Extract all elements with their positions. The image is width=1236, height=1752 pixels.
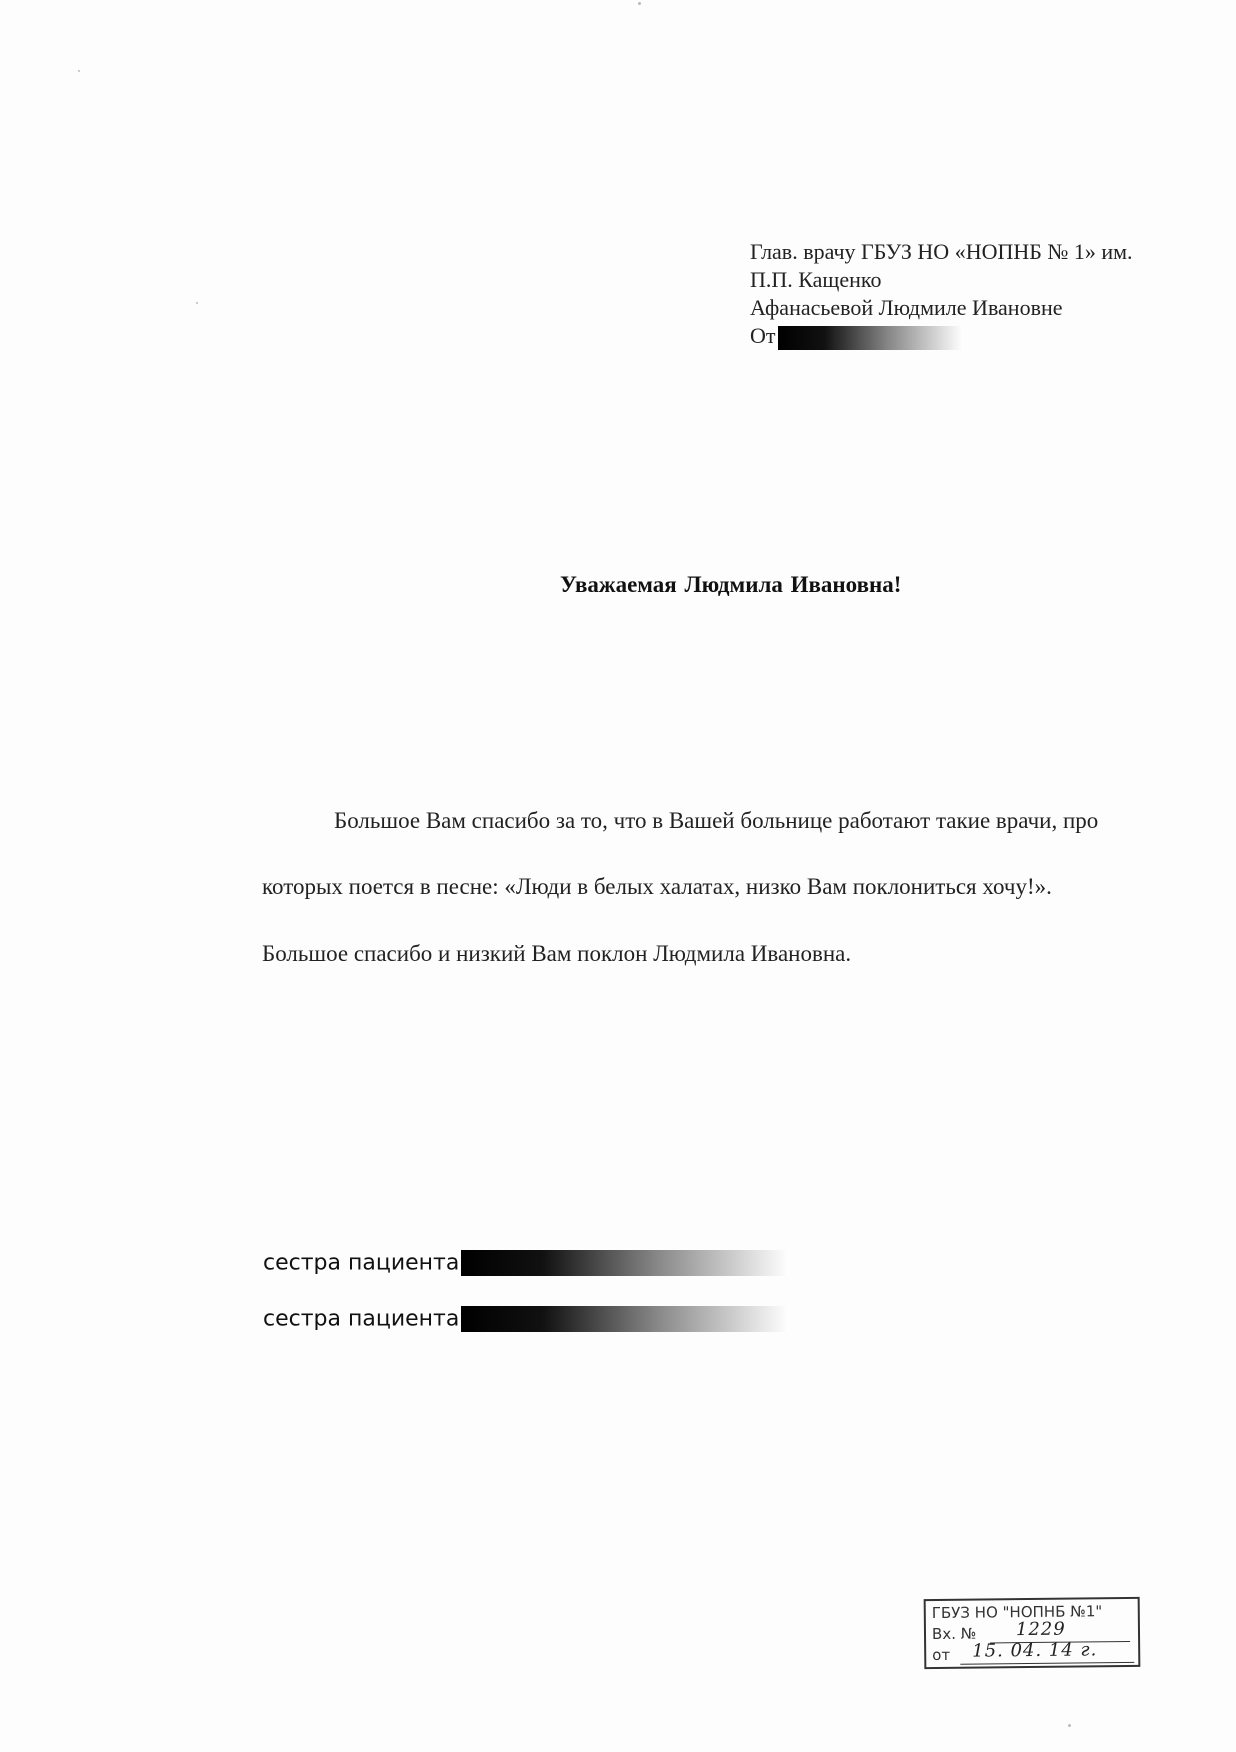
body-paragraph-2: Большое спасибо и низкий Вам поклон Людмила Ивановна. <box>262 941 852 966</box>
letter-body <box>262 788 1162 974</box>
scan-speck <box>1068 1724 1071 1727</box>
signature-label: сестра пациента <box>263 1306 460 1332</box>
redacted-signer-name <box>461 1250 789 1276</box>
addressee-line-2: П.П. Кащенко <box>750 267 882 292</box>
stamp-date-label: от <box>932 1645 951 1665</box>
registration-stamp <box>924 1597 1141 1669</box>
signature-label: сестра пациента <box>263 1250 460 1276</box>
scan-speck <box>78 70 80 72</box>
stamp-number-value: 1229 <box>1015 1618 1066 1641</box>
stamp-number-label: Вх. № <box>931 1624 977 1644</box>
addressee-line-3: Афанасьевой Людмиле Ивановне <box>750 295 1063 320</box>
signatures-block <box>263 1250 789 1362</box>
from-label: От <box>750 323 776 348</box>
redacted-sender-name <box>778 326 963 350</box>
scan-speck <box>638 2 641 5</box>
stamp-date-value: 15. 04. 14 г. <box>972 1639 1098 1662</box>
stamp-org: ГБУЗ НО "НОПНБ №1" <box>931 1602 1103 1623</box>
salutation: Уважаемая Людмила Ивановна! <box>560 572 902 597</box>
addressee-line-1: Глав. врачу ГБУЗ НО «НОПНБ № 1» им. <box>750 239 1133 264</box>
scan-speck <box>196 302 198 304</box>
redacted-signer-name <box>461 1306 789 1332</box>
signature-row <box>263 1250 789 1282</box>
addressee-block <box>750 238 1133 350</box>
stamp-date-row <box>932 1639 1132 1666</box>
body-paragraph-1: Большое Вам спасибо за то, что в Вашей больнице работают такие врачи, про которых поется в песне: «Люди в белых халатах, низко Вам поклониться хочу!». <box>262 808 1099 899</box>
signature-row <box>263 1306 789 1338</box>
addressee-from-line <box>750 322 1133 350</box>
stamp-date-underline <box>960 1662 1134 1665</box>
